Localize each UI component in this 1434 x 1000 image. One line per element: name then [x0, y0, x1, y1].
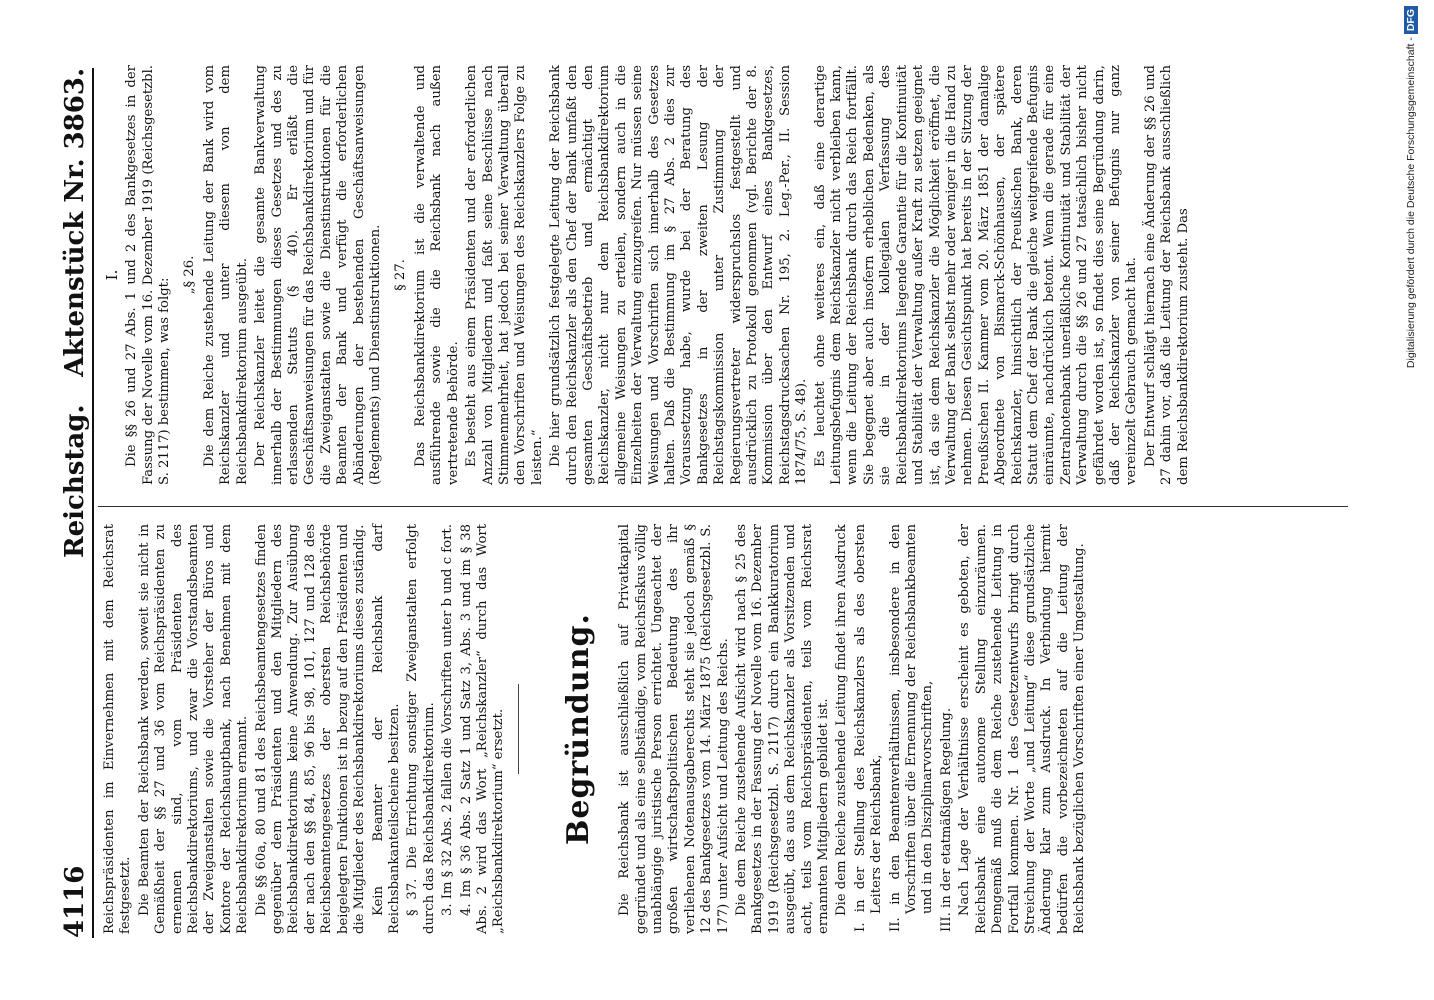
section-26-title: „§ 26. [181, 255, 197, 295]
text-paragraph: Die Reichsbank ist ausschließlich auf Privatkapital gegründet und als eine selbständige, vom Reichsfiskus völlig unabhängige juristische Person errichtet. Ungeachtet der großen wirtschaftspolitischen Bedeutung des ihr verliehenen Notenausgaberechts steht sie jedoch gemäß § 12 des Bankgesetzes vom 14. März 1875 (Reichsgesetzbl. S. 177) unter Aufsicht und Leitung des Reichs. [617, 524, 731, 934]
left-column-paragraphs [102, 524, 508, 934]
dfg-logo: DFG [1404, 6, 1418, 34]
body-paragraph: Die hier grundsätzlich festgelegte Leitung der Reichsbank durch den Reichskanzler als den Chef der Bank umfaßt den gesamten Geschäftsbetrieb und ermächtigt den Reichskanzler, nicht nur dem Reichsbankdirektorium allgemeine Weisungen zu erteilen, sondern auch in die Einzelheiten der Verwaltung einzugreifen. Nur müssen seine Weisungen und Vorschriften sich innerhalb des Gesetzes halten. Daß die Bestimmung im § 27 Abs. 2 dies zur Voraussetzung habe, wurde bei der Beratung des Bankgesetzes in der zweiten Lesung der Reichstagskommission unter Zustimmung der Regierungsvertreter widerspruchslos festgestellt und ausdrücklich zu Protokoll genommen (vgl. Berichte der 8. Kommission über den Entwurf eines Bankgesetzes, Reichstagsdrucksachen Nr. 195, 2. Leg.-Per., II. Session 1874/75, S. 48). [548, 65, 810, 485]
body-paragraph: Der Entwurf schlägt hiernach eine Änderung der §§ 26 und 27 dahin vor, daß die Leitung der Reichsbank ausschließlich dem Reichsbankdirektorium zusteht. Das [1142, 65, 1191, 485]
column-divider [98, 506, 1348, 507]
intro-paragraph: Die §§ 26 und 27 Abs. 1 und 2 des Bankgesetzes in der Fassung der Novelle vom 16. Dezember 1919 (Reichsgesetzbl. S. 2117) bestimmen, was folgt: [124, 65, 173, 485]
text-paragraph: III. in der etatmäßigen Regelung. [938, 707, 954, 932]
header-document: Aktenstück Nr. 3863. [60, 68, 90, 377]
sidebar-credit [1400, 6, 1422, 991]
text-paragraph: 3. Im § 32 Abs. 2 fallen die Vorschriften unter b und c fort. [440, 524, 456, 916]
page-number: 4116 [60, 865, 90, 938]
body-paragraph: Es leuchtet ohne weiteres ein, daß eine derartige Leitungsbefugnis dem Reichskanzler nicht verbleiben kann, wenn die Leitung der Reichsbank durch das Reich fortfällt. Sie begegnet aber auch insofern erheblichen Bedenken, als sie die in der kollegialen Verfassung des Reichsbankdirektoriums liegende Garantie für die Kontinuität und Stabilität der Verwaltung außer Kraft zu setzen geeignet ist, da sie dem Reichskanzler die Möglichkeit eröffnet, die Verwaltung der Bank selbst mehr oder weniger in die Hand zu nehmen. Diesen Gesichtspunkt hat bereits in der Sitzung der Preußischen II. Kammer vom 20. März 1851 der damalige Abgeordnete von Bismarck-Schönhausen, der spätere Reichskanzler, hinsichtlich der Preußischen Bank, deren Statut dem Chef der Bank die gleiche weitgreifende Befugnis einräumte, nachdrücklich betont. Wenn die gerade für eine Zentralnotenbank unerläßliche Kontinuität und Stabilität der Verwaltung durch die §§ 26 und 27 tatsächlich bisher nicht gefährdet worden ist, so findet dies seine Begründung darin, daß der Reichskanzler von seiner Befugnis nur ganz vereinzelt Gebrauch gemacht hat. [812, 65, 1140, 485]
text-paragraph: II. in den Beamtenverhältnissen, insbesondere in den Vorschriften über die Ernennung der Reichsbankbeamten und in den Disziplinarvorschriften, [887, 524, 936, 932]
sidebar-credit-text [1400, 6, 1422, 991]
header-institution: Reichstag. [60, 404, 90, 558]
text-paragraph: Kein Beamter der Reichsbank darf Reichsbankanteilscheine besitzen. [370, 524, 402, 934]
section-26-para: Die dem Reiche zustehende Leitung der Bank wird vom Reichskanzler und unter diesem von dem Reichsbankdirektorium ausgeübt. [202, 65, 250, 485]
funding-note: Digitalisierung gefördert durch die Deutsche Forschungsgemeinschaft - [1405, 37, 1417, 369]
section-rule [518, 684, 519, 774]
text-paragraph: I. in der Stellung des Reichskanzlers als des obersten Leiters der Reichsbank, [852, 524, 885, 932]
text-paragraph: 4. Im § 36 Abs. 2 Satz 1 und Satz 3, Abs. 3 und im § 38 Abs. 2 wird das Wort „Reichskanzler“ durch das Wort „Reichsbankdirektorium“ ersetzt. [458, 524, 507, 934]
text-paragraph: Die dem Reiche zustehende Leitung findet ihren Ausdruck [834, 524, 850, 916]
text-paragraph: Reichspräsidenten im Einvernehmen mit dem Reichsrat festgesetzt. [102, 524, 134, 934]
section-roman-numeral: I. [103, 269, 121, 281]
section-27-para: Das Reichsbankdirektorium ist die verwaltende und ausführende sowie die die Reichsbank nach außen vertretende Behörde. [412, 65, 461, 485]
section-26-para: Der Reichskanzler leitet die gesamte Bankverwaltung innerhalb der Bestimmungen dieses Gesetzes und des zu erlassenden Statuts (§ 40). Er erläßt die Geschäftsanweisungen für das Reichsbankdirektorium und für die Zweiganstalten sowie die Dienstinstruktionen für die Beamten der Bank und verfügt die erforderlichen Abänderungen der bestehenden Geschäftsanweisungen (Reglements) und Dienstinstruktionen. [253, 65, 384, 485]
right-column [102, 65, 1194, 485]
begruendung-heading: Begründung. [560, 613, 596, 845]
section-27-para: Es besteht aus einem Präsidenten und der erforderlichen Anzahl von Mitgliedern und faßt seine Beschlüsse nach Stimmenmehrheit, hat jedoch bei seiner Verwaltung überall den Vorschriften und Weisungen des Reichskanzlers Folge zu leisten.“ [464, 65, 545, 485]
text-paragraph: § 37. Die Errichtung sonstiger Zweiganstalten erfolgt durch das Reichsbankdirektorium. [405, 524, 437, 934]
text-paragraph: Nach Lage der Verhältnisse erscheint es geboten, der Reichsbank eine autonome Stellung einzuräumen. Demgemäß muß die dem Reiche zustehende Leitung in Fortfall kommen. Nr. 1 des Gesetzentwurfs bringt durch Streichung der Worte „und Leitung“ diese grundsätzliche Änderung klar zum Ausdruck. In Verbindung hiermit bedürfen die vorbezeichneten auf die Leitung der Reichsbank bezüglichen Vorschriften einer Umgestaltung. [957, 524, 1088, 934]
text-paragraph: Die Beamten der Reichsbank werden, soweit sie nicht in Gemäßheit der §§ 27 und 36 vom Reichspräsidenten zu ernennen sind, vom Präsidenten des Reichsbankdirektoriums, und zwar die Vorstandsbeamten der Zweiganstalten sowie die Vorsteher der Büros und Kontore der Reichshauptbank, nach Benehmen mit dem Reichsbankdirektorium ernannt. [136, 524, 251, 934]
begruendung-paragraphs [617, 524, 1088, 934]
section-27-title: § 27. [392, 259, 408, 291]
text-paragraph: Die §§ 60a, 80 und 81 des Reichsbeamtengesetzes finden gegenüber dem Präsidenten und den Mitgliedern des Reichsbankdirektoriums keine Anwendung. Zur Ausübung der nach den §§ 84, 85, 96 bis 98, 101, 127 und 128 des Reichsbeamtengesetzes der obersten Reichsbehörde beigelegten Funktionen ist in bezug auf den Präsidenten und die Mitglieder des Reichsbankdirektoriums dieses zuständig. [253, 524, 368, 934]
page-header [58, 68, 94, 938]
text-paragraph: Die dem Reiche zustehende Aufsicht wird nach § 25 des Bankgesetzes in der Fassung der Novelle vom 16. Dezember 1919 (Reichsgesetzbl. S. 2117) durch ein Bankkuratorium ausgeübt, das aus dem Reichskanzler als Vorsitzenden und acht, teils vom Reichspräsidenten, teils vom Reichsrat ernannten Mitgliedern gebildet ist. [734, 524, 832, 934]
left-column [102, 524, 1091, 934]
